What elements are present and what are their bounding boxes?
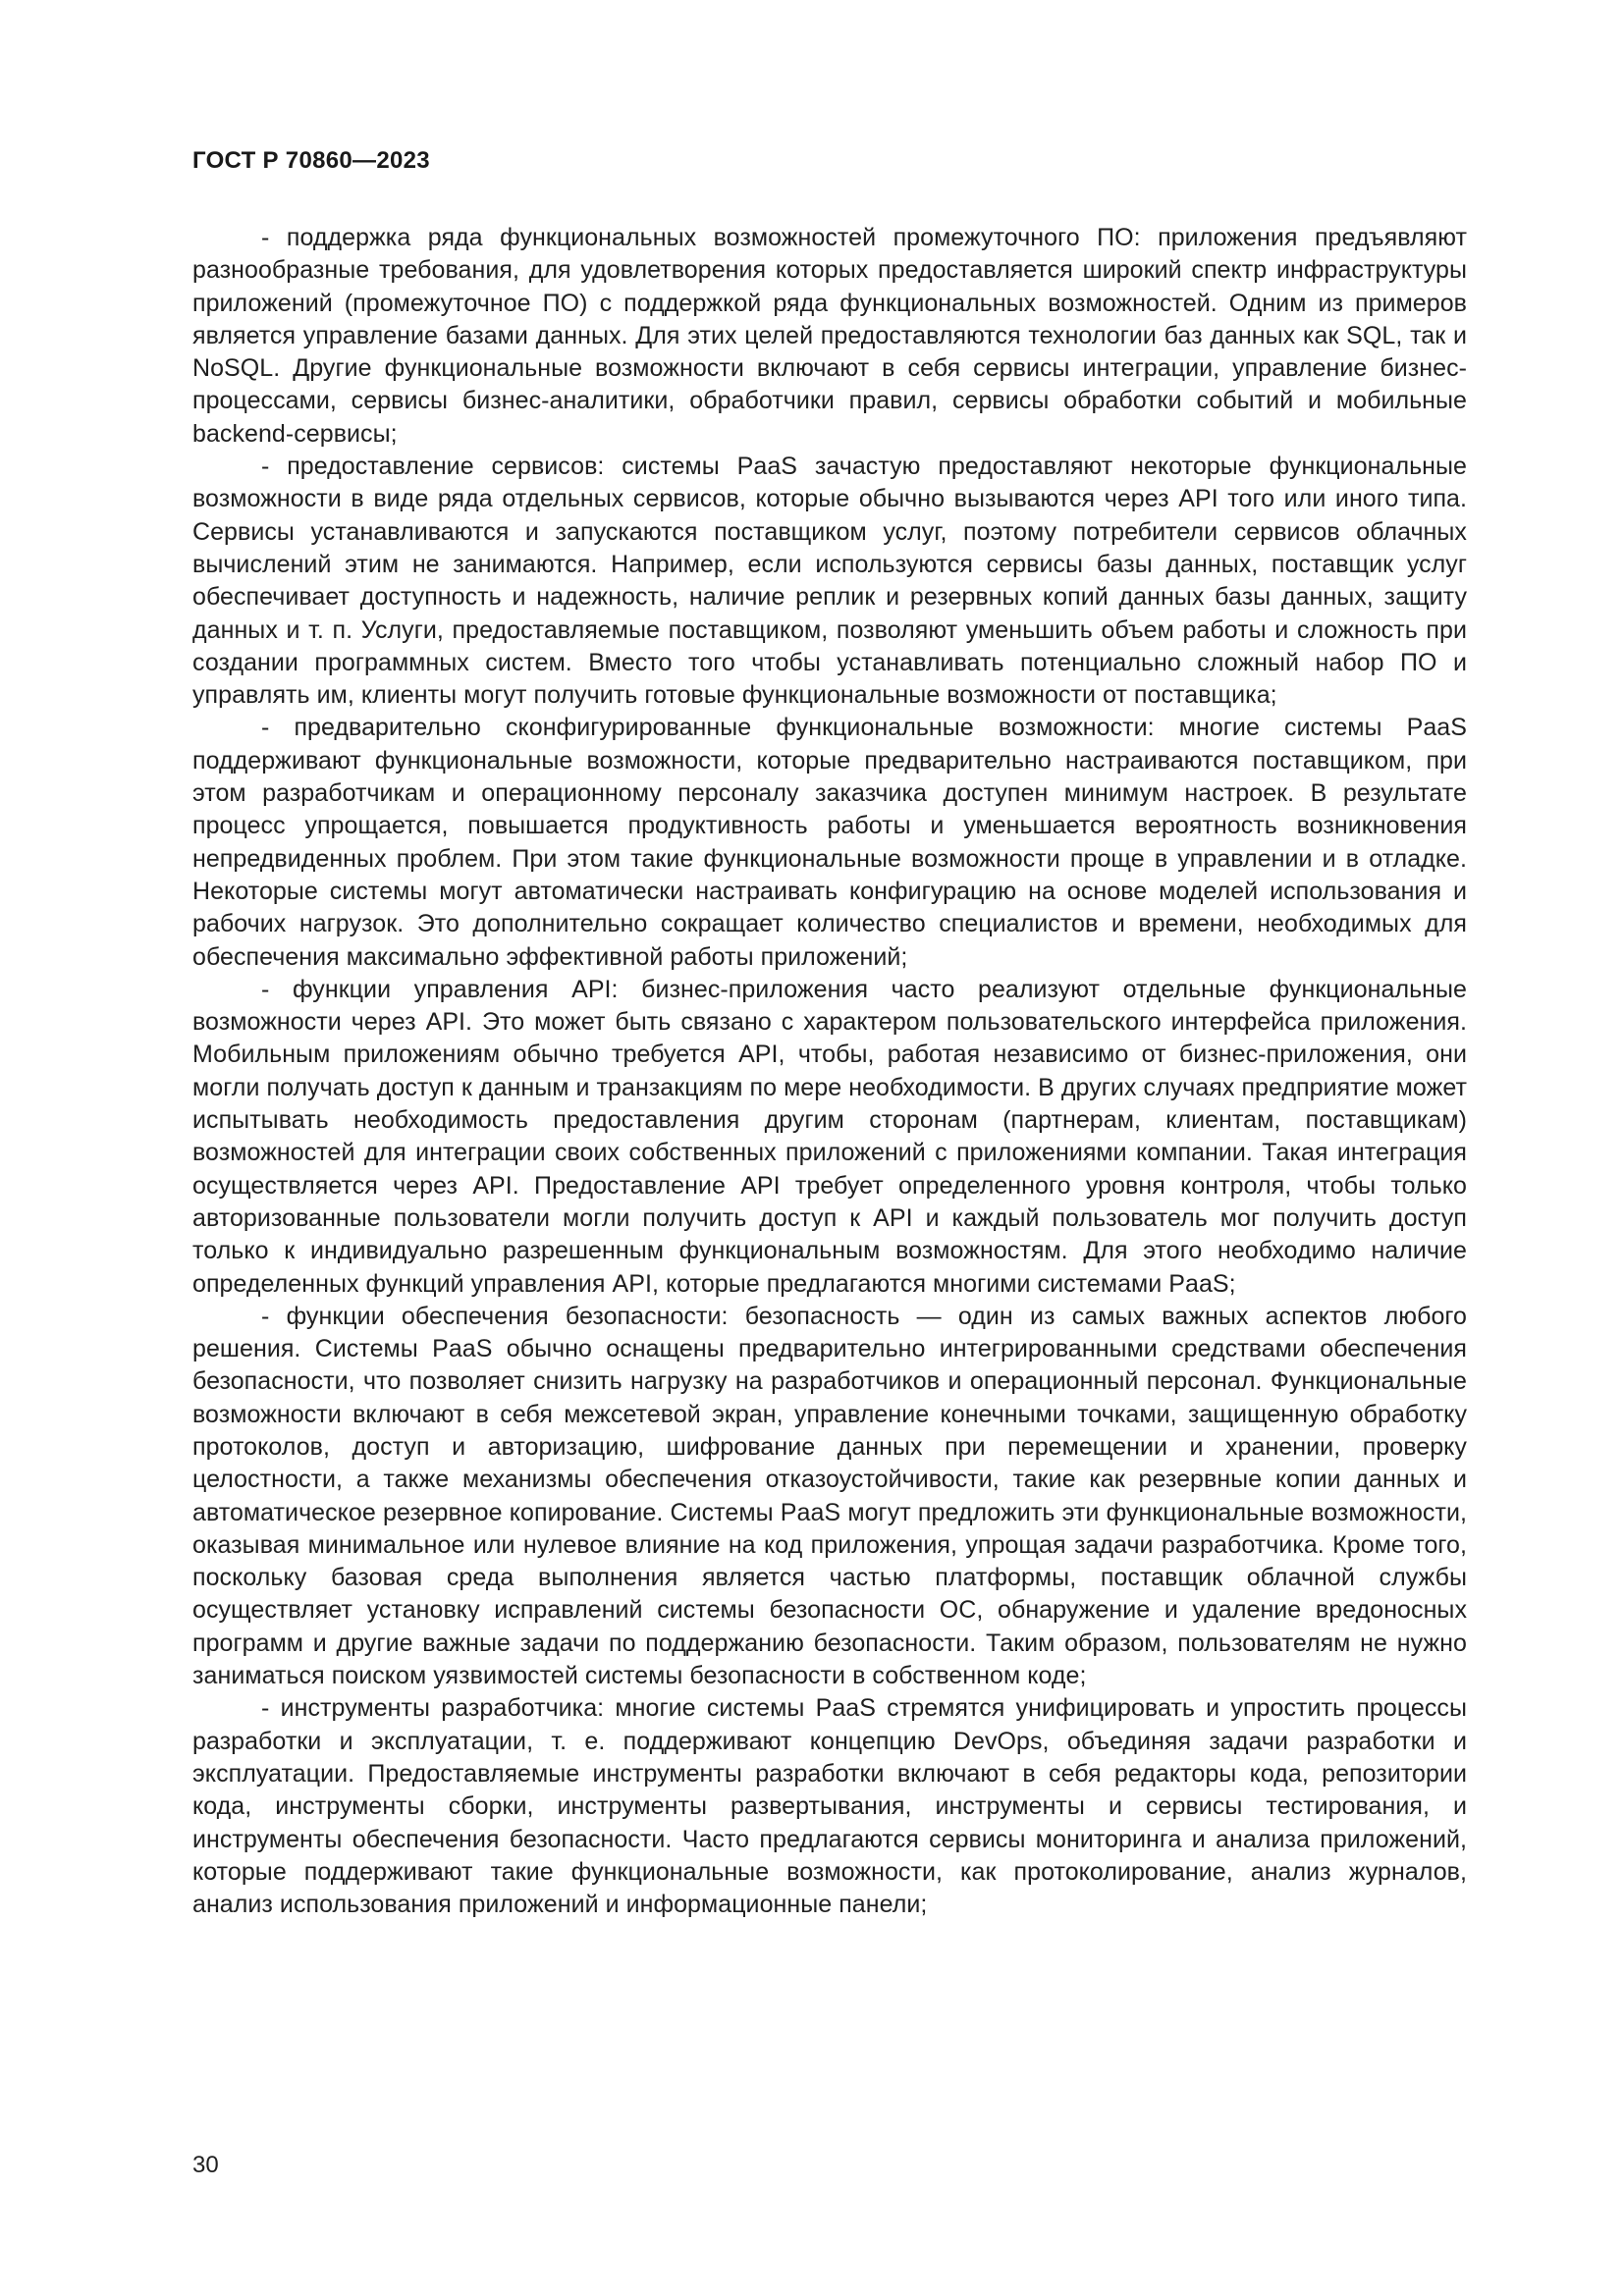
body-text: [192, 222, 1467, 1921]
paragraph-api-management: - функции управления API: бизнес-приложения часто реализуют отдельные функциональные возможности через API. Это может быть связано с характером пользовательского интерфейса приложения. Мобильным приложениям обычно требуется API, чтобы, работая независимо от бизнес-приложения, они могли получать доступ к данным и транзакциям по мере необходимости. В других случаях предприятие может испытывать необходимость предоставления другим сторонам (партнерам, клиентам, поставщикам) возможностей для интеграции своих собственных приложений с приложениями компании. Такая интеграция осуществляется через API. Предоставление API требует определенного уровня контроля, чтобы только авторизованные пользователи могли получить доступ к API и каждый пользователь мог получить доступ только к индивидуально разрешенным функциональным возможностям. Для этого необходимо наличие определенных функций управления API, которые предлагаются многими системами PaaS;: [192, 975, 1467, 1298]
paragraph-services: - предоставление сервисов: системы PaaS зачастую предоставляют некоторые функциональные возможности в виде ряда отдельных сервисов, которые обычно вызываются через API того или иного типа. Сервисы устанавливаются и запускаются поставщиком услуг, поэтому потребители сервисов облачных вычислений этим не занимаются. Например, если используются сервисы базы данных, поставщик услуг обеспечивает доступность и надежность, наличие реплик и резервных копий данных базы данных, защиту данных и т. п. Услуги, предоставляемые поставщиком, позволяют уменьшить объем работы и сложность при создании программных систем. Вместо того чтобы устанавливать потенциально сложный набор ПО и управлять им, клиенты могут получить готовые функциональные возможности от поставщика;: [192, 453, 1467, 710]
paragraph-preconfigured: - предварительно сконфигурированные функциональные возможности: многие системы PaaS поддерживают функциональные возможности, которые предварительно настраиваются поставщиком, при этом разработчикам и операционному персоналу заказчика доступен минимум настроек. В результате процесс упрощается, повышается продуктивность работы и уменьшается вероятность возникновения непредвиденных проблем. При этом такие функциональные возможности проще в управлении и в отладке. Некоторые системы могут автоматически настраивать конфигурацию на основе моделей использования и рабочих нагрузок. Это дополнительно сокращает количество специалистов и времени, необходимых для обеспечения максимально эффективной работы приложений;: [192, 714, 1467, 971]
page-number: 30: [192, 2152, 219, 2178]
paragraph-security: - функции обеспечения безопасности: безопасность — один из самых важных аспектов любого решения. Системы PaaS обычно оснащены предварительно интегрированными средствами обеспечения безопасности, что позволяет снизить нагрузку на разработчиков и операционный персонал. Функциональные возможности включают в себя межсетевой экран, управление конечными точками, защищенную обработку протоколов, доступ и авторизацию, шифрование данных при перемещении и хранении, проверку целостности, а также механизмы обеспечения отказоустойчивости, такие как резервные копии данных и автоматическое резервное копирование. Системы PaaS могут предложить эти функциональные возможности, оказывая минимальное или нулевое влияние на код приложения, упрощая задачи разработчика. Кроме того, поскольку базовая среда выполнения является частью платформы, поставщик облачной службы осуществляет установку исправлений системы безопасности ОС, обнаружение и удаление вредоносных программ и другие важные задачи по поддержанию безопасности. Таким образом, пользователям не нужно заниматься поиском уязвимостей системы безопасности в собственном коде;: [192, 1302, 1467, 1690]
standard-header: ГОСТ Р 70860—2023: [192, 147, 430, 174]
paragraph-middleware: - поддержка ряда функциональных возможностей промежуточного ПО: приложения предъявляют разнообразные требования, для удовлетворения которых предоставляется широкий спектр инфраструктуры приложений (промежуточное ПО) с поддержкой ряда функциональных возможностей. Одним из примеров является управление базами данных. Для этих целей предоставляются технологии баз данных как SQL, так и NoSQL. Другие функциональные возможности включают в себя сервисы интеграции, управление бизнес-процессами, сервисы бизнес-аналитики, обработчики правил, сервисы обработки событий и мобильные backend-сервисы;: [192, 224, 1467, 448]
paragraph-developer-tools: - инструменты разработчика: многие системы PaaS стремятся унифицировать и упростить процессы разработки и эксплуатации, т. е. поддерживают концепцию DevOps, объединяя задачи разработки и эксплуатации. Предоставляемые инструменты разработки включают в себя редакторы кода, репозитории кода, инструменты сборки, инструменты развертывания, инструменты и сервисы тестирования, и инструменты обеспечения безопасности. Часто предлагаются сервисы мониторинга и анализа приложений, которые поддерживают такие функциональные возможности, как протоколирование, анализ журналов, анализ использования приложений и информационные панели;: [192, 1694, 1467, 1919]
